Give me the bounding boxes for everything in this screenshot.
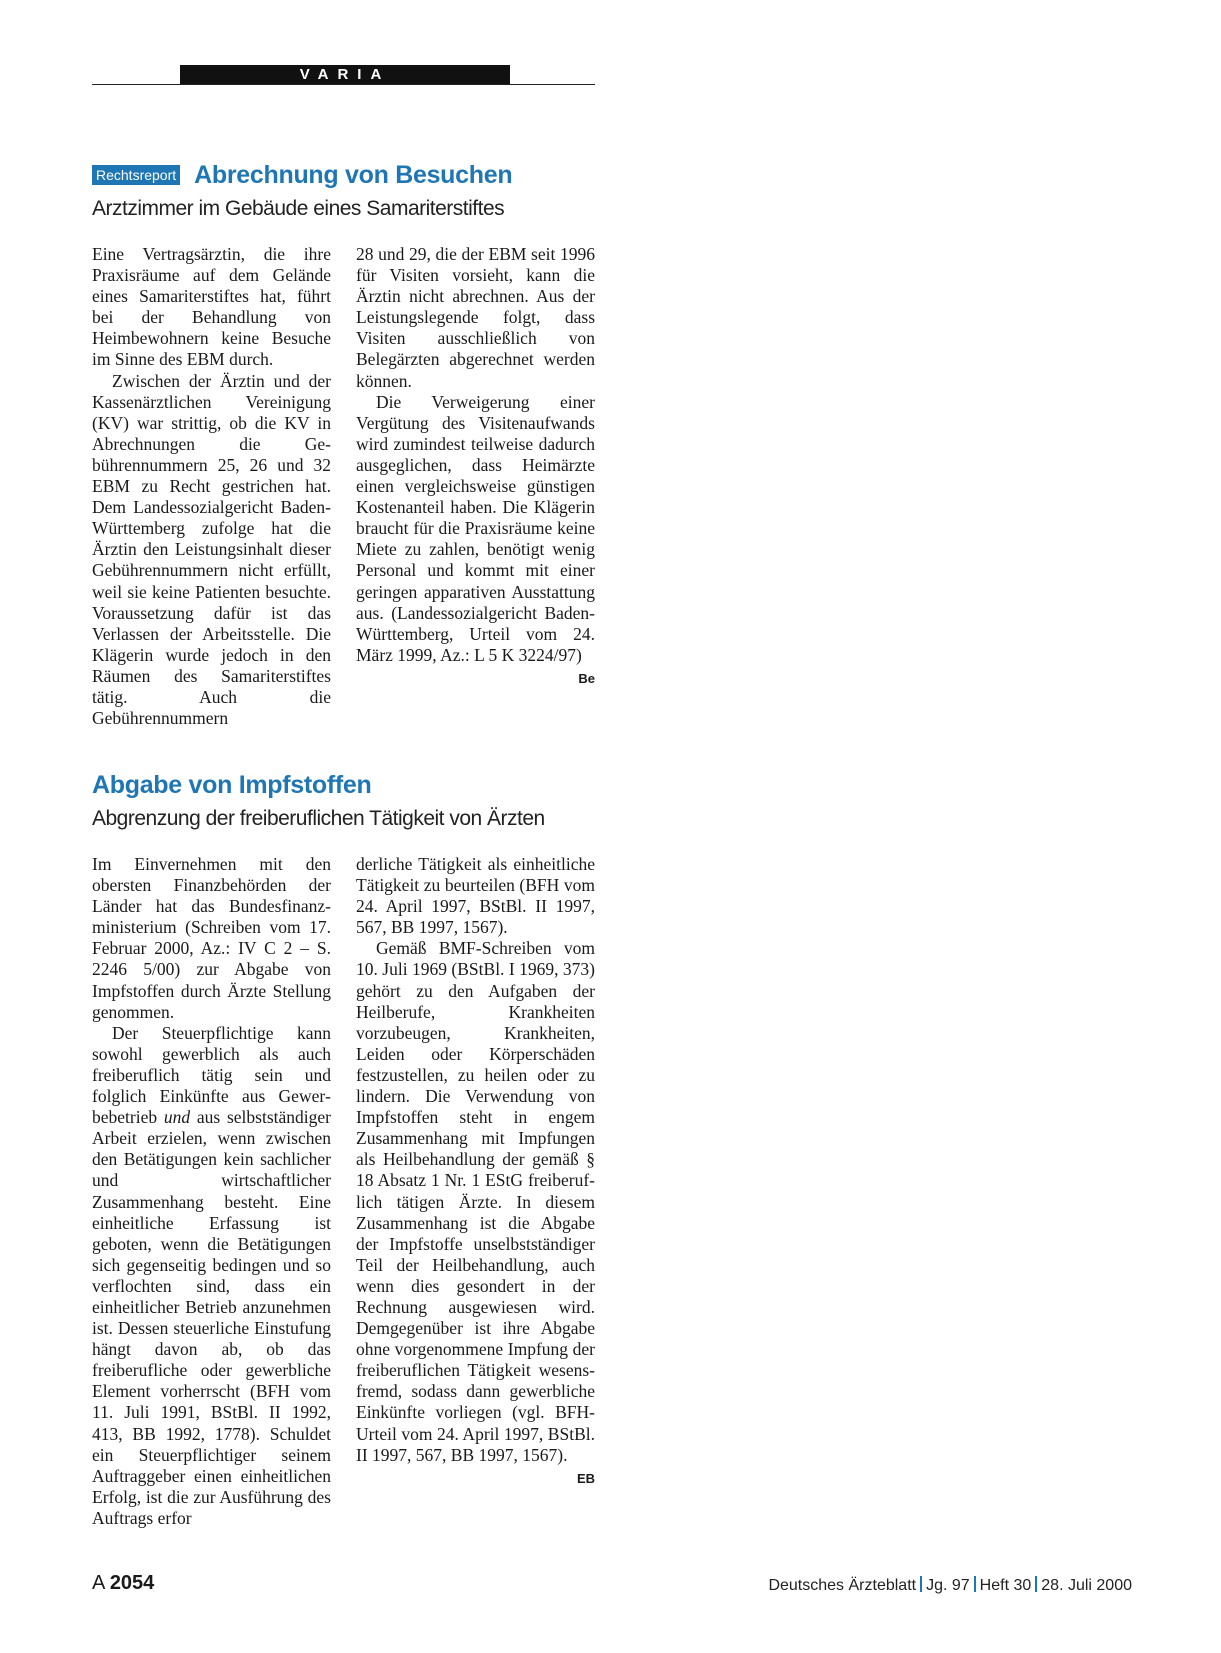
journal-name: Deutsches Ärzteblatt — [768, 1577, 917, 1594]
column-left — [92, 244, 331, 729]
article-headline: Abgabe von Impfstoffen — [92, 771, 372, 799]
separator — [920, 1576, 922, 1592]
article-impfstoffe — [92, 770, 595, 1529]
article-subhead: Abgrenzung der freiberuflichen Tätigkeit von Ärzten — [92, 807, 545, 830]
author-signature: EB — [576, 1470, 595, 1486]
top-rule — [92, 84, 595, 85]
paragraph: Gemäß BMF-Schreiben vom 10. Juli 1969 (BStBl. I 1969, 373) gehört zu den Aufgaben der Heilberufe, Krankheiten vorzubeugen, Krankheiten, Leiden oder Körperschäden festzustellen, zu heilen oder zu lindern. Die Verwendung von Impfstoffen steht in engem Zusammenhang mit Impfungen als Heilbehandlung der gemäß § 18 Absatz 1 Nr. 1 EStG freiberuflich tätigen Ärzte. In diesem Zusammenhang ist die Abgabe der Impfstoffe unselbstständiger Teil der Heilbehandlung, auch wenn dies gesondert in der Rechnung ausgewiesen wird. Demgegenüber ist ihre Abgabe ohne vorgenommene Impfung der freiberuflichen Tätigkeit wesensfremd, sodass dann gewerbliche Einkünfte vorliegen (vgl. BFH-Urteil vom 24. April 1997, BStBl. II 1997, 567, BB 1997, 1567). EB — [356, 938, 595, 1465]
page-number-value: 2054 — [109, 1572, 155, 1594]
journal-date: 28. Juli 2000 — [1041, 1577, 1132, 1594]
paragraph: Zwischen der Ärztin und der Kassenärztlichen Vereinigung (KV) war strittig, ob die KV in Abrechnungen die Gebührennummern 25, 26 und 32 EBM zu Recht gestrichen hat. Dem Landessozialgericht Baden-Württemberg zufolge hat die Ärztin den Leistungsinhalt dieser Gebührennummern nicht erfüllt, weil sie keine Patienten besuchte. Voraussetzung dafür ist das Verlassen der Arbeitsstelle. Die Klägerin wurde jedoch in den Räumen des Samariterstiftes tätig. Auch die Gebührennummern — [92, 370, 331, 729]
article-body — [92, 854, 595, 1529]
paragraph: Eine Vertragsärztin, die ihre Praxisräume auf dem Gelände eines Samariterstiftes hat, führt bei der Behandlung von Heimbewohnern keine Besuche im Sinne des EBM durch. — [92, 244, 331, 370]
article-subhead: Arztzimmer im Gebäude eines Samariterstiftes — [92, 197, 505, 220]
paragraph: Der Steuerpflichtige kann sowohl gewerblich als auch freiberuflich tätig sein und folglich Einkünfte aus Gewerbebetrieb und aus selbstständiger Arbeit erzielen, wenn zwischen den Betätigungen kein sachlicher und wirtschaftlicher Zusammenhang besteht. Eine einheitliche Erfassung ist geboten, wenn die Betätigungen sich gegenseitig bedingen und so verflochten sind, dass ein einheitlicher Betrieb anzunehmen ist. Dessen steuerliche Einstufung hängt davon ab, ob das freiberufliche oder gewerbliche Element vorherrscht (BFH vom 11. Juli 1991, BStBl. II 1992, 413, BB 1992, 1778). Schuldet ein Steuerpflichtiger seinem Auftraggeber einen einheitlichen Erfolg, ist die zur Ausführung des Auftrags erfor — [92, 1022, 331, 1528]
page-number — [92, 1572, 154, 1595]
paragraph: derliche Tätigkeit als einheitliche Tätigkeit zu beurteilen (BFH vom 24. April 1997, BStBl. II 1997, 567, BB 1997, 1567). — [356, 854, 595, 938]
paragraph: Die Verweigerung einer Vergütung des Visitenaufwands wird zumindest teilweise dadurch ausgeglichen, dass Heimärzte einen vergleichsweise günstigen Kostenanteil haben. Die Klägerin braucht für die Praxisräume keine Miete zu zahlen, benötigt wenig Personal und kommt mit einer geringen apparativen Ausstattung aus. (Landessozialgericht Baden-Württemberg, Urteil vom 24. März 1999, Az.: L 5 K 3224/97) Be — [356, 392, 595, 666]
paragraph: Im Einvernehmen mit den obersten Finanzbehörden der Länder hat das Bundesfinanzministerium (Schreiben vom 17. Februar 2000, Az.: IV C 2 – S. 2246 5/00) zur Abgabe von Impfstoffen durch Ärzte Stellung genommen. — [92, 854, 331, 1022]
column-right — [356, 244, 595, 729]
section-label: VARIA — [180, 65, 510, 84]
page-prefix: A — [92, 1572, 105, 1594]
article-body — [92, 244, 595, 729]
journal-masthead — [768, 1576, 1132, 1595]
column-left — [92, 854, 331, 1529]
separator — [974, 1576, 976, 1592]
author-signature: Be — [578, 670, 595, 686]
journal-volume: Jg. 97 — [926, 1577, 970, 1594]
article-headline: Abrechnung von Besuchen — [194, 161, 513, 189]
page-footer — [92, 1572, 1132, 1598]
paragraph: 28 und 29, die der EBM seit 1996 für Visiten vorsieht, kann die Ärztin nicht abrechnen. Aus der Leistungslegende folgt, dass Visiten ausschließlich von Belegärzten abgerechnet werden können. — [356, 244, 595, 391]
column-right — [356, 854, 595, 1529]
journal-issue: Heft 30 — [979, 1577, 1032, 1594]
separator — [1035, 1576, 1037, 1592]
article-abrechnung — [92, 160, 595, 729]
rubric-tag: Rechtsreport — [92, 165, 180, 185]
